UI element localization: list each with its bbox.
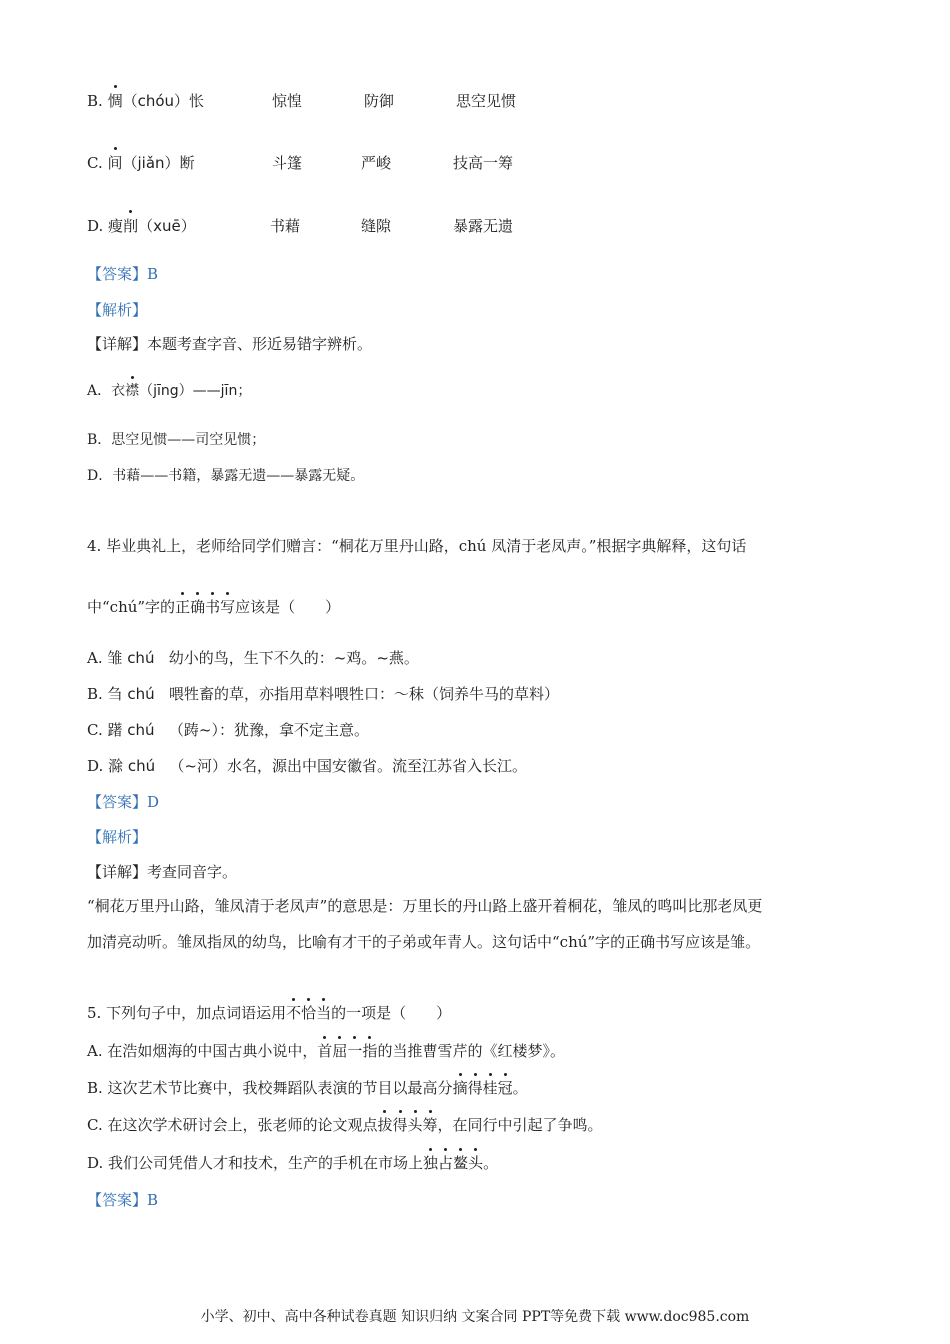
dotted-char: 削 bbox=[123, 217, 139, 235]
q3-explain-d: D．书藉——书籍，暴露无遗——暴露无疑。 bbox=[87, 468, 365, 484]
q5-option-c: C. 在这次学术研讨会上，张老师的论文观点拔得头筹，在同行中引起了争鸣。 bbox=[87, 1116, 603, 1134]
dotted-char: 恰 bbox=[301, 1004, 317, 1022]
dotted-char: 摘 bbox=[452, 1079, 468, 1097]
dotted-char: 拔 bbox=[377, 1116, 393, 1134]
dotted-char: 占 bbox=[438, 1154, 454, 1172]
q3-option-b: B. 惆（chóu）怅 bbox=[87, 92, 205, 110]
dotted-char: 惆 bbox=[107, 92, 123, 110]
q3-option-c: C. 间（jiǎn）断 bbox=[87, 154, 195, 172]
q3-d-word2: 书藉 bbox=[270, 217, 301, 235]
q3-c-word2: 斗篷 bbox=[272, 154, 303, 172]
q3-option-d: D. 瘦削（xuē） bbox=[87, 217, 196, 235]
dotted-char: 正 bbox=[175, 598, 191, 616]
q4-detail: 【详解】考查同音字。 bbox=[87, 863, 238, 881]
q3-explain-a: A．衣襟（jīng）——jīn； bbox=[87, 383, 252, 399]
dotted-char: 屈 bbox=[332, 1042, 348, 1060]
dotted-char: 鳌 bbox=[453, 1154, 469, 1172]
dotted-char: 得 bbox=[467, 1079, 483, 1097]
dotted-char: 首 bbox=[317, 1042, 333, 1060]
dotted-char: 独 bbox=[423, 1154, 439, 1172]
q4-stem-line2: 中“chú”字的正确书写应该是（ ） bbox=[87, 598, 341, 616]
q3-d-word4: 暴露无遗 bbox=[453, 217, 514, 235]
q3-detail: 【详解】本题考查字音、形近易错字辨析。 bbox=[87, 335, 373, 353]
q4-analysis-label: 【解析】 bbox=[87, 828, 148, 846]
dotted-char: 襟 bbox=[125, 383, 140, 399]
q5-stem: 5. 下列句子中，加点词语运用不恰当的一项是（ ） bbox=[87, 1004, 452, 1022]
q4-option-d: D. 滁 chú （~河）水名，源出中国安徽省。流至江苏省入长江。 bbox=[87, 757, 527, 775]
q5-option-b: B. 这次艺术节比赛中，我校舞蹈队表演的节目以最高分摘得桂冠。 bbox=[87, 1079, 528, 1097]
dotted-char: 头 bbox=[468, 1154, 484, 1172]
q5-option-d: D. 我们公司凭借人才和技术，生产的手机在市场上独占鳌头。 bbox=[87, 1154, 499, 1172]
dotted-char: 冠 bbox=[497, 1079, 513, 1097]
dotted-char: 一 bbox=[347, 1042, 363, 1060]
dotted-char: 当 bbox=[316, 1004, 332, 1022]
q5-answer: 【答案】B bbox=[87, 1191, 159, 1209]
q5-option-a: A. 在浩如烟海的中国古典小说中，首屈一指的当推曹雪芹的《红楼梦》。 bbox=[87, 1042, 565, 1060]
dotted-char: 不 bbox=[286, 1004, 302, 1022]
q3-c-word3: 严峻 bbox=[361, 154, 392, 172]
page-footer: 小学、初中、高中各种试卷真题 知识归纳 文案合同 PPT等免费下载 www.doc985.com bbox=[200, 1309, 750, 1325]
dotted-char: 间 bbox=[107, 154, 123, 172]
q3-d-word3: 缝隙 bbox=[361, 217, 392, 235]
q3-b-word4: 思空见惯 bbox=[456, 92, 517, 110]
dotted-char: 写 bbox=[220, 598, 236, 616]
dotted-char: 书 bbox=[205, 598, 221, 616]
q3-b-word3: 防御 bbox=[364, 92, 395, 110]
dotted-char: 头 bbox=[407, 1116, 423, 1134]
q4-stem-line1: 4. 毕业典礼上，老师给同学们赠言：“桐花万里丹山路，chú 凤清于老凤声。”根据字典解释，这句话 bbox=[87, 537, 747, 555]
q4-option-b: B. 刍 chú 喂牲畜的草，亦指用草料喂牲口：～秣（饲养牛马的草料） bbox=[87, 685, 559, 703]
dotted-char: 筹 bbox=[422, 1116, 438, 1134]
dotted-char: 桂 bbox=[482, 1079, 498, 1097]
q4-explain-line1: “桐花万里丹山路，雏凤清于老凤声”的意思是：万里长的丹山路上盛开着桐花，雏凤的鸣叫比那老凤更 bbox=[87, 897, 763, 915]
q4-explain-line2: 加清亮动听。雏凤指凤的幼鸟，比喻有才干的子弟或年青人。这句话中“chú”字的正确书写应该是雏。 bbox=[87, 933, 761, 951]
dotted-char: 确 bbox=[190, 598, 206, 616]
dotted-char: 得 bbox=[392, 1116, 408, 1134]
q3-explain-b: B．思空见惯——司空见惯； bbox=[87, 432, 266, 448]
q4-option-c: C. 躇 chú （踌~）：犹豫，拿不定主意。 bbox=[87, 721, 369, 739]
q3-analysis-label: 【解析】 bbox=[87, 301, 148, 319]
dotted-char: 指 bbox=[362, 1042, 378, 1060]
q4-answer: 【答案】D bbox=[87, 793, 160, 811]
q4-option-a: A. 雏 chú 幼小的鸟，生下不久的：~鸡。~燕。 bbox=[87, 649, 419, 667]
q3-answer: 【答案】B bbox=[87, 265, 159, 283]
q3-b-word2: 惊惶 bbox=[272, 92, 303, 110]
q3-c-word4: 技高一筹 bbox=[453, 154, 514, 172]
